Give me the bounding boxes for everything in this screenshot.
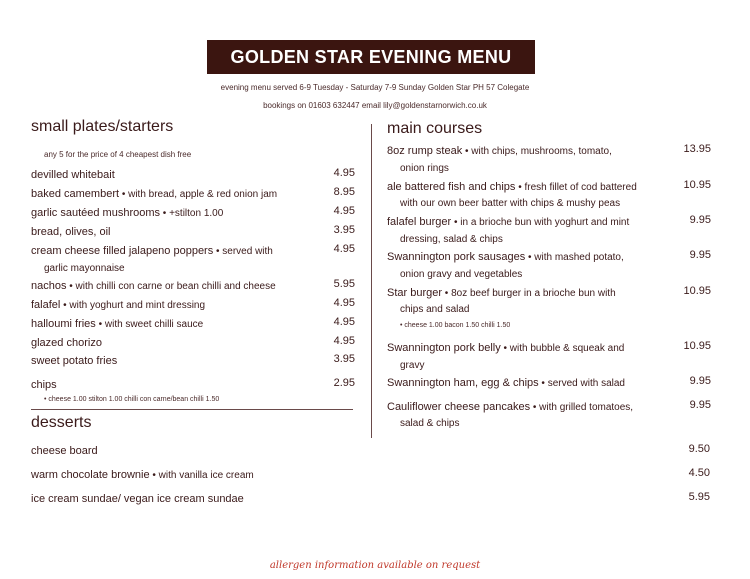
item-price: 9.50 [688,443,710,455]
item-desc-cont: salad & chips [400,418,460,429]
list-item: halloumi fries • with sweet chilli sauce [31,318,204,330]
list-item: bread, olives, oil [31,226,111,238]
item-price: 4.95 [333,335,355,347]
item-desc-cont: garlic mayonnaise [44,263,125,274]
list-item: cream cheese filled jalapeno poppers • served with [31,245,273,257]
item-price: 4.95 [333,167,355,179]
item-price: 9.95 [689,399,711,411]
booking-info: bookings on 01603 632447 email lily@goldenstarnorwich.co.uk [263,101,487,110]
service-hours: evening menu served 6-9 Tuesday - Saturday 7-9 Sunday Golden Star PH 57 Colegate [220,83,530,92]
item-price: 10.95 [683,285,711,297]
menu-title: GOLDEN STAR EVENING MENU [207,40,535,74]
item-price: 4.95 [333,205,355,217]
item-price: 5.95 [333,278,355,290]
allergen-note: allergen information available on request [269,560,481,571]
item-price: 4.50 [688,467,710,479]
desserts-heading: desserts [31,414,92,431]
item-price: 9.95 [689,375,711,387]
mains-heading: main courses [387,120,483,137]
list-item: 8oz rump steak • with chips, mushrooms, tomato, [387,145,612,157]
column-divider [371,124,372,438]
item-price: 4.95 [333,316,355,328]
item-desc-cont: onion gravy and vegetables [400,269,523,280]
section-divider [31,409,353,410]
list-item: glazed chorizo [31,337,102,349]
list-item: cheese board [31,445,98,457]
item-price: 3.95 [333,353,355,365]
item-price: 13.95 [683,143,711,155]
list-item: warm chocolate brownie • with vanilla ice cream [31,469,254,481]
item-desc-cont: onion rings [400,163,449,174]
list-item: ale battered fish and chips • fresh fillet of cod battered [387,181,637,193]
list-item: baked camembert • with bread, apple & red onion jam [31,188,278,200]
list-item: sweet potato fries [31,355,118,367]
promo-text: any 5 for the price of 4 cheapest dish free [44,150,192,159]
item-desc-cont: dressing, salad & chips [400,234,503,245]
item-price: 8.95 [333,186,355,198]
item-price: 9.95 [689,214,711,226]
list-item: ice cream sundae/ vegan ice cream sundae [31,493,244,505]
item-price: 4.95 [333,297,355,309]
item-extras-note: • cheese 1.00 stilton 1.00 chilli con carne/bean chilli 1.50 [44,396,220,403]
item-desc-cont: gravy [400,360,425,371]
item-price: 4.95 [333,243,355,255]
list-item: Swannington pork sausages • with mashed potato, [387,251,624,263]
item-desc-cont: with our own beer batter with chips & mushy peas [400,198,621,209]
list-item: Swannington ham, egg & chips • served with salad [387,377,625,389]
list-item: devilled whitebait [31,169,115,181]
item-price: 5.95 [688,491,710,503]
item-desc-cont: chips and salad [400,304,470,315]
starters-heading: small plates/starters [31,118,174,135]
list-item: Star burger • 8oz beef burger in a brioche bun with [387,287,616,299]
list-item: Swannington pork belly • with bubble & squeak and [387,342,625,354]
item-price: 9.95 [689,249,711,261]
item-price: 3.95 [333,224,355,236]
item-price: 10.95 [683,179,711,191]
item-price: 10.95 [683,340,711,352]
list-item: chips [31,379,57,391]
list-item: falafel • with yoghurt and mint dressing [31,299,206,311]
item-price: 2.95 [333,377,355,389]
list-item: garlic sautéed mushrooms • +stilton 1.00 [31,207,224,219]
item-extras-note: • cheese 1.00 bacon 1.50 chilli 1.50 [400,322,511,329]
list-item: nachos • with chilli con carne or bean chilli and cheese [31,280,276,292]
list-item: falafel burger • in a brioche bun with yoghurt and mint [387,216,630,228]
list-item: Cauliflower cheese pancakes • with grilled tomatoes, [387,401,634,413]
